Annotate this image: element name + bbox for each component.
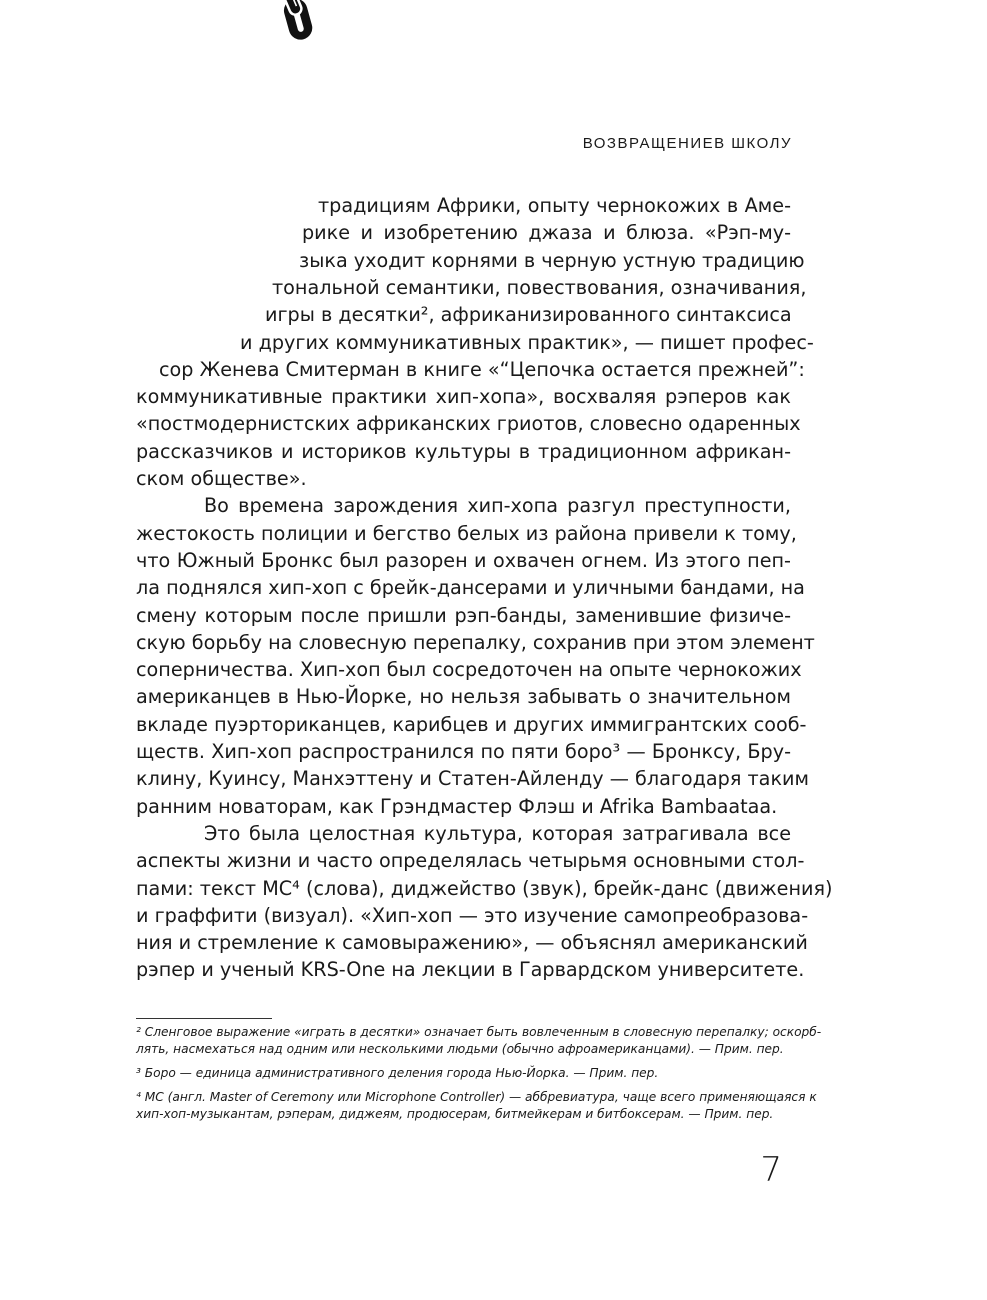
body-line: клину, Куинсу, Манхэттену и Статен-Айленду — благодаря таким	[136, 767, 809, 791]
body-line: коммуникативные практики хип-хопа», восхваляя рэперов как	[136, 385, 791, 409]
body-line: рассказчиков и историков культуры в традиционном африкан-	[136, 439, 791, 463]
body-line: игры в десятки², африканизированного синтаксиса	[265, 303, 792, 327]
body-line: аспекты жизни и часто определялась четырьмя основными стол-	[136, 849, 805, 873]
footnote-divider	[136, 1018, 272, 1019]
body-line: сор Женева Смитерман в книге «“Цепочка остается прежней”:	[159, 357, 805, 381]
body-line: жестокость полиции и бегство белых из района привели к тому,	[136, 521, 797, 545]
body-line: американцев в Нью-Йорке, но нельзя забывать о значительном	[136, 685, 791, 709]
body-line: пами: текст MC⁴ (слова), диджейство (звук), брейк-данс (движения)	[136, 876, 833, 900]
footnote-line: ⁴ MC (англ. Master of Ceremony или Microphone Controller) — аббревиатура, чаще всего применяющаяся к	[136, 1090, 817, 1104]
body-line: ния и стремление к самовыражению», — объяснял американский	[136, 931, 808, 955]
body-line: традициям Африки, опыту чернокожих в Аме-	[318, 194, 791, 217]
running-header: ВОЗВРАЩЕНИЕВ ШКОЛУ	[582, 135, 792, 152]
footnote-line: ³ Боро — единица административного деления города Нью-Йорка. — Прим. пер.	[136, 1066, 659, 1080]
body-line: тональной семантики, повествования, означивания,	[272, 275, 807, 299]
body-line: Во времена зарождения хип-хопа разгул преступности,	[204, 494, 791, 518]
footnote-line: лять, насмехаться над одним или несколькими людьми (обычно афроамериканцами). — Прим. пер.	[136, 1042, 784, 1056]
body-line: что Южный Бронкс был разорен и охвачен огнем. Из этого пеп-	[136, 548, 791, 572]
body-line: рэпер и ученый KRS-One на лекции в Гарвардском университете.	[136, 958, 805, 982]
footnote-line: ² Сленговое выражение «играть в десятки» означает быть вовлеченным в словесную перепалку; оскорб-	[136, 1025, 822, 1039]
body-line: ла поднялся хип-хоп с брейк-дансерами и уличными бандами, на	[136, 576, 805, 600]
body-line: ранним новаторам, как Грэндмастер Флэш и Afrika Bambaataa.	[136, 794, 778, 818]
body-line: скую борьбу на словесную перепалку, сохранив при этом элемент	[136, 630, 815, 654]
footnote-line: хип-хоп-музыкантам, рэперам, диджеям, продюсерам, битмейкерам и битбоксерам. — Прим. пер.	[136, 1107, 774, 1121]
page-number: 7	[760, 1150, 782, 1190]
body-line: зыка уходит корнями в черную устную традицию	[299, 248, 805, 272]
body-line: и граффити (визуал). «Хип-хоп — это изучение самопреобразова-	[136, 903, 809, 927]
body-line: Это была целостная культура, которая затрагивала все	[204, 821, 791, 845]
body-line: смену которым после пришли рэп-банды, заменившие физиче-	[136, 603, 791, 627]
body-line: и других коммуникативных практик», — пишет профес-	[240, 330, 814, 354]
body-line: «постмодернистских африканских гриотов, словесно одаренных	[136, 412, 801, 436]
body-line: соперничества. Хип-хоп был сосредоточен на опыте чернокожих	[136, 658, 802, 682]
body-line: рике и изобретению джаза и блюза. «Рэп-му-	[302, 221, 791, 245]
body-line: ском обществе».	[136, 467, 307, 490]
body-line: вкладе пуэрториканцев, карибцев и других иммигрантских сооб-	[136, 712, 807, 736]
body-line: ществ. Хип-хоп распространился по пяти боро³ — Бронксу, Бру-	[136, 740, 791, 763]
